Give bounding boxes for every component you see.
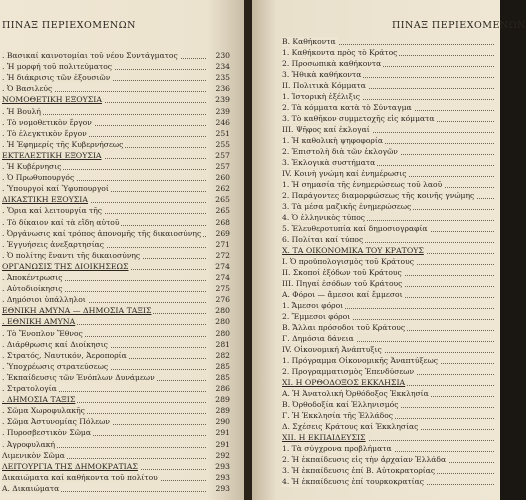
toc-entry — [282, 411, 496, 421]
toc-entry-label: 1. Τὰ σύγχρονα προβλήματα — [282, 444, 392, 453]
toc-entry-label: . Στρατολογία — [2, 384, 57, 393]
toc-entry-label: XII. Η ΕΚΠΑΙΔΕΥΣΙΣ — [282, 433, 366, 442]
toc-entry — [282, 444, 496, 454]
toc-entry-label: . ΕΘΝΙΚΗ ΑΜΥΝΑ — [2, 317, 76, 327]
toc-page-number: 280 — [215, 317, 230, 327]
toc-entry-label: I. Ὁ προϋπολογισμὸς τοῦ Κράτους — [282, 257, 414, 266]
toc-entry — [282, 257, 496, 267]
toc-entry-label: . Ἡ Ἐφημερίς τῆς Κυβερνήσεως — [2, 139, 124, 149]
toc-page-number: 286 — [215, 384, 230, 393]
toc-entry-label: 2. Προσωπικὰ καθήκοντα — [282, 59, 382, 68]
toc-entry — [282, 202, 496, 212]
toc-entry — [282, 301, 496, 311]
toc-page-number: 269 — [215, 228, 230, 238]
toc-entry-label: . Ὀργάνωσις καί τρόπος ἀπονομῆς τῆς δικαιοσύνης — [2, 228, 202, 238]
toc-page-number: 289 — [215, 395, 230, 405]
toc-entry-label: . Τὸ δίκαιον καί τὰ εἴδη αὐτοῦ — [2, 217, 120, 227]
toc-entry-label: . Ἐκπαίδευσις τῶν Ἐνόπλων Δυνάμεων — [2, 372, 155, 382]
toc-entry — [282, 92, 496, 102]
toc-entry — [282, 345, 496, 355]
toc-entry — [2, 262, 230, 272]
toc-entry-label: . Τὸ νομοθετικὸν ἔργον — [2, 117, 92, 127]
toc-entry — [2, 184, 230, 194]
toc-entry-label: ΕΚΤΕΛΕΣΤΙΚΗ ΕΞΟΥΣΙΑ — [2, 150, 102, 160]
toc-entry — [2, 406, 230, 416]
toc-entry — [2, 173, 230, 183]
toc-entry-label: . Αὐτοδιοίκησις — [2, 284, 63, 294]
toc-entry — [282, 400, 496, 410]
toc-page-number: 293 — [215, 483, 230, 493]
toc-entry — [2, 129, 230, 139]
toc-entry-label: 3. Ἠθικὰ καθήκοντα — [282, 70, 362, 79]
toc-entry — [2, 384, 230, 394]
toc-entry-label: Γ. Ἡ Ἐκκλησία τῆς Ἑλλάδος — [282, 411, 394, 420]
toc-entry-label: . Ὑπουργοί καί Ὑφυπουργοί — [2, 184, 109, 194]
toc-entry-label: 3. Τὸ καθῆκον συμμετοχῆς εἰς κόμματα — [282, 114, 435, 123]
toc-entry — [282, 323, 496, 333]
toc-entry — [2, 62, 230, 72]
toc-entry — [282, 356, 496, 366]
toc-page-number: 274 — [215, 261, 230, 271]
toc-page-number: 271 — [215, 239, 230, 249]
toc-entry-label: Δ. Σχέσεις Κράτους καί Ἐκκλησίας — [282, 422, 419, 431]
toc-entry-label: 1. Ἡ καθολικὴ ψηφοφορία — [282, 136, 383, 145]
toc-entry — [2, 306, 230, 316]
toc-page-number: 260 — [215, 173, 230, 183]
toc-entry — [282, 59, 496, 69]
toc-entry-label: . Ἀγροφυλακή — [2, 439, 56, 449]
toc-page-number: 280 — [215, 328, 230, 338]
toc-entry-label: 3. Τὰ μέσα μαζικῆς ἐνημερώσεως — [282, 202, 412, 211]
toc-entry-label: . Σῶμα Χωροφυλακῆς — [2, 406, 85, 416]
toc-entry-label: 4. Ὁ ἑλληνικὸς τύπος — [282, 213, 366, 222]
toc-entry-label: X. ΤΑ ΟΙΚΟΝΟΜΙΚΑ ΤΟΥ ΚΡΑΤΟΥΣ — [282, 246, 424, 255]
toc-entry — [2, 317, 230, 327]
toc-entry — [2, 351, 230, 361]
left-page-title: ΠΙΝΑΞ ΠΕΡΙΕΧΟΜΕΝΩΝ — [2, 20, 136, 31]
toc-entry — [2, 428, 230, 438]
toc-page-number: 262 — [215, 184, 230, 194]
toc-entry-label: II. Πολιτικὰ Κόμματα — [282, 81, 366, 90]
toc-page-number: 239 — [215, 95, 230, 105]
toc-entry-label: IV. Οἰκονομική Ἀνάπτυξις — [282, 345, 382, 354]
toc-page-number: 291 — [215, 439, 230, 449]
toc-entry — [2, 451, 230, 461]
toc-entry-label: . Ἡ διάκρισις τῶν ἐξουσιῶν — [2, 73, 111, 83]
right-page-title: ΠΙΝΑΞ ΠΕΡΙΕΧΟΜΕΝΩΝ — [392, 20, 526, 31]
toc-entry — [282, 334, 496, 344]
toc-page-number: 257 — [215, 150, 230, 160]
toc-entry — [282, 103, 496, 113]
toc-entry — [282, 455, 496, 465]
toc-entry — [2, 118, 230, 128]
toc-entry — [282, 136, 496, 146]
toc-entry-label: ΕΘΝΙΚΗ ΑΜΥΝΑ — ΔΗΜΟΣΙΑ ΤΑΞΙΣ — [2, 306, 152, 316]
toc-entry — [2, 151, 230, 161]
toc-page-number: 239 — [215, 106, 230, 116]
toc-entry — [282, 268, 496, 278]
toc-entry-label: . Ἡ μορφή τοῦ πολιτεύματος — [2, 62, 113, 72]
toc-entry — [2, 195, 230, 205]
toc-entry — [2, 51, 230, 61]
toc-page-number: 292 — [215, 450, 230, 460]
toc-entry-label: 3. Ἡ ἐκπαίδευσις ἐπί Β. Αὐτοκρατορίας — [282, 466, 436, 475]
toc-page-number: 235 — [215, 73, 230, 83]
toc-page-number: 230 — [215, 51, 230, 60]
toc-entry-label: Α. Δικαιώματα — [2, 483, 60, 493]
toc-entry-label: 2. Ἡ ἐκπαίδευσις εἰς τὴν ἀρχαίαν Ἑλλάδα — [282, 455, 447, 464]
toc-entry-label: III. Πηγαί ἐσόδων τοῦ Κράτους — [282, 279, 403, 288]
toc-entry-label: IV. Κοινὴ γνώμη καί ἐνημέρωσις — [282, 169, 407, 178]
toc-entry — [2, 484, 230, 494]
toc-entry — [2, 140, 230, 150]
toc-entry — [282, 422, 496, 432]
toc-page-number: 285 — [215, 372, 230, 382]
toc-entry-label: Α. Ἡ Ἀνατολική Ὀρθόδοξος Ἐκκλησία — [282, 389, 429, 398]
toc-page-number: 272 — [215, 250, 230, 260]
toc-entry-label: . ΔΗΜΟΣΙΑ ΤΑΞΙΣ — [2, 395, 76, 405]
toc-entry — [282, 48, 496, 58]
toc-entry-label: 2. Παράγοντες διαμορφώσεως τῆς κοινῆς γνώμης — [282, 191, 475, 200]
toc-entry — [282, 246, 496, 256]
toc-entry-label: Δικαιώματα καί καθήκοντα τοῦ πολίτου — [2, 472, 158, 482]
toc-entry — [282, 389, 496, 399]
toc-page-number: 255 — [215, 139, 230, 149]
toc-entry-label: . Ὑποχρέωσις στρατεύσεως — [2, 361, 109, 371]
toc-entry-label: ΟΡΓΑΝΩΣΙΣ ΤΗΣ ΔΙΟΙΚΗΣΕΩΣ — [2, 261, 129, 271]
toc-entry — [2, 229, 230, 239]
toc-entry — [282, 279, 496, 289]
toc-entry — [282, 191, 496, 201]
toc-entry — [2, 329, 230, 339]
toc-entry — [282, 169, 496, 179]
toc-entry-label: III. Ψῆφος καί ἐκλογαί — [282, 125, 370, 134]
toc-page-number: 274 — [215, 273, 230, 282]
toc-entry-label: 1. Ἡ σημασία τῆς ἐνημερώσεως τοῦ λαοῦ — [282, 180, 443, 189]
right-page — [252, 0, 526, 500]
toc-entry — [2, 417, 230, 427]
toc-entry — [2, 373, 230, 383]
toc-entry — [282, 378, 496, 388]
toc-page-number: 268 — [215, 217, 230, 227]
toc-entry — [282, 433, 496, 443]
toc-entry-label: 2. Τὰ κόμματα κατὰ τὸ Σύνταγμα — [282, 103, 412, 112]
toc-entry — [2, 284, 230, 294]
toc-entry-label: 5. Ἐλευθεροτυπία καί δημοσιογραφία — [282, 224, 428, 233]
toc-entry-label: Λιμενικὸν Σῶμα — [2, 450, 65, 460]
toc-page-number: 293 — [215, 461, 230, 471]
toc-entry — [2, 362, 230, 372]
toc-page-number: 293 — [215, 472, 230, 482]
toc-entry — [2, 462, 230, 472]
toc-entry — [2, 95, 230, 105]
toc-entry — [282, 37, 496, 47]
toc-page-number: 285 — [215, 361, 230, 371]
toc-entry-label: ΛΕΙΤΟΥΡΓΙΑ ΤΗΣ ΔΗΜΟΚΡΑΤΙΑΣ — [2, 461, 138, 471]
toc-entry-label: . Τὸ ἐλεγκτικὸν ἔργον — [2, 128, 87, 138]
toc-entry — [282, 367, 496, 377]
toc-page-number: 276 — [215, 295, 230, 305]
toc-entry — [2, 73, 230, 83]
toc-entry — [282, 235, 496, 245]
toc-entry-label: 1. Ἄμεσοι φόροι — [282, 301, 344, 310]
toc-entry-label: Β. Ὀρθοδοξία καί Ἑλληνισμός — [282, 400, 399, 409]
toc-entry-label: 2. Ἔμμεσοι φόροι — [282, 312, 351, 321]
toc-entry-label: ΔΙΚΑΣΤΙΚΗ ΕΞΟΥΣΙΑ — [2, 195, 89, 205]
toc-entry-label: . Διάρθρωσις καί Διοίκησις — [2, 339, 108, 349]
toc-entry-label: 1. Καθήκοντα πρὸς τὸ Κράτος — [282, 48, 398, 57]
toc-entry-label: Β. Ἄλλαι πρόσοδοι τοῦ Κράτους — [282, 323, 406, 332]
toc-entry-label: . Ἡ Κυβέρνησις — [2, 162, 62, 171]
toc-page-number: 236 — [215, 84, 230, 94]
toc-entry-label: . Ὅρια καί λειτουργία τῆς — [2, 206, 103, 216]
toc-entry — [282, 290, 496, 300]
toc-entry — [2, 84, 230, 94]
toc-entry-label: . Ὁ Βασιλεύς — [2, 84, 53, 94]
toc-entry — [282, 125, 496, 135]
toc-page-number: 246 — [215, 117, 230, 127]
toc-entry-label: 1. Πρόγραμμα Οἰκονομικῆς Ἀναπτύξεως — [282, 356, 439, 365]
toc-entry-label: . Σῶμα Ἀστυνομίας Πόλεων — [2, 417, 110, 427]
toc-entry-label: ΝΟΜΟΘΕΤΙΚΗ ΕΞΟΥΣΙΑ — [2, 95, 102, 105]
toc-page-number: 280 — [215, 306, 230, 316]
toc-entry-label: . Βασικαί καινοτομίαι τοῦ νέου Συντάγματος — [2, 51, 178, 60]
toc-entry-label: 6. Πολίται καί τύπος — [282, 235, 364, 244]
toc-entry — [2, 473, 230, 483]
book-gutter — [244, 0, 252, 500]
toc-entry — [282, 477, 496, 487]
toc-entry-label: . Ὁ Πρωθυπουργός — [2, 173, 75, 183]
toc-page-number: 265 — [215, 195, 230, 205]
toc-entry — [2, 240, 230, 250]
toc-entry — [2, 273, 230, 283]
toc-page-number: 251 — [215, 128, 230, 138]
toc-entry — [282, 224, 496, 234]
toc-page-number: 282 — [215, 350, 230, 360]
left-page — [0, 0, 244, 500]
toc-entry — [282, 312, 496, 322]
toc-page-number: 289 — [215, 406, 230, 416]
toc-entry-label: . Ἡ Βουλή — [2, 106, 41, 116]
toc-entry-label: 2. Ἐπιστολὴ διὰ τῶν ἐκλογῶν — [282, 147, 398, 156]
toc-entry-label: Α. Φόροι — ἄμεσοι καί ἔμμεσοι — [282, 290, 403, 299]
toc-entry — [282, 180, 496, 190]
toc-page-number: 291 — [215, 428, 230, 438]
toc-entry — [282, 70, 496, 80]
toc-entry — [2, 107, 230, 117]
toc-entry-label: . Πυροσβεστικὸν Σῶμα — [2, 428, 91, 438]
toc-page-number: 265 — [215, 206, 230, 216]
toc-entry-label: Γ. Δημόσια δάνεια — [282, 334, 354, 343]
toc-entry — [282, 147, 496, 157]
toc-entry-label: II. Σκοποί ἐξόδων τοῦ Κράτους — [282, 268, 402, 277]
toc-entry-label: . Ἐγγυήσεις ἀνεξαρτησίας — [2, 239, 105, 249]
toc-page-number: 290 — [215, 417, 230, 427]
toc-entry — [282, 158, 496, 168]
toc-entry-label: . Ἀποκέντρωσις — [2, 273, 63, 282]
toc-entry — [2, 162, 230, 172]
toc-entry-label: . Τὸ Ἔνοπλον Ἔθνος — [2, 328, 83, 338]
toc-entry — [2, 218, 230, 228]
toc-page-number: 257 — [215, 162, 230, 171]
toc-page-number: 234 — [215, 62, 230, 72]
toc-entry — [2, 395, 230, 405]
toc-entry-label: . Δημόσιοι ὑπάλληλοι — [2, 295, 86, 305]
toc-entry — [2, 251, 230, 261]
toc-page-number: 275 — [215, 284, 230, 294]
toc-entry-label: XI. Η ΟΡΘΟΔΟΞΟΣ ΕΚΚΛΗΣΙΑ — [282, 378, 406, 387]
toc-entry-label: 1. Ἱστορικὴ ἐξέλιξις — [282, 92, 361, 101]
toc-entry-label: 2. Προγραμματισμὸς Ἐπενδύσεων — [282, 367, 415, 376]
toc-entry — [282, 114, 496, 124]
toc-entry — [282, 81, 496, 91]
toc-entry-label: . Στρατός, Ναυτικόν, Ἀεροπορία — [2, 350, 127, 360]
toc-entry-label: 3. Ἐκλογικὰ συστήματα — [282, 158, 376, 167]
toc-entry — [2, 440, 230, 450]
toc-entry — [2, 295, 230, 305]
toc-entry-label: . Ὁ πολίτης ἔναντι τῆς δικαιοσύνης — [2, 250, 141, 260]
toc-entry — [2, 340, 230, 350]
toc-entry-label: 4. Ἡ ἐκπαίδευσις ἐπί τουρκοκρατίας — [282, 477, 425, 486]
toc-entry — [282, 213, 496, 223]
toc-page-number: 281 — [215, 339, 230, 349]
toc-entry-label: Β. Καθήκοντα — [282, 37, 336, 46]
toc-entry — [282, 466, 496, 476]
toc-entry — [2, 206, 230, 216]
